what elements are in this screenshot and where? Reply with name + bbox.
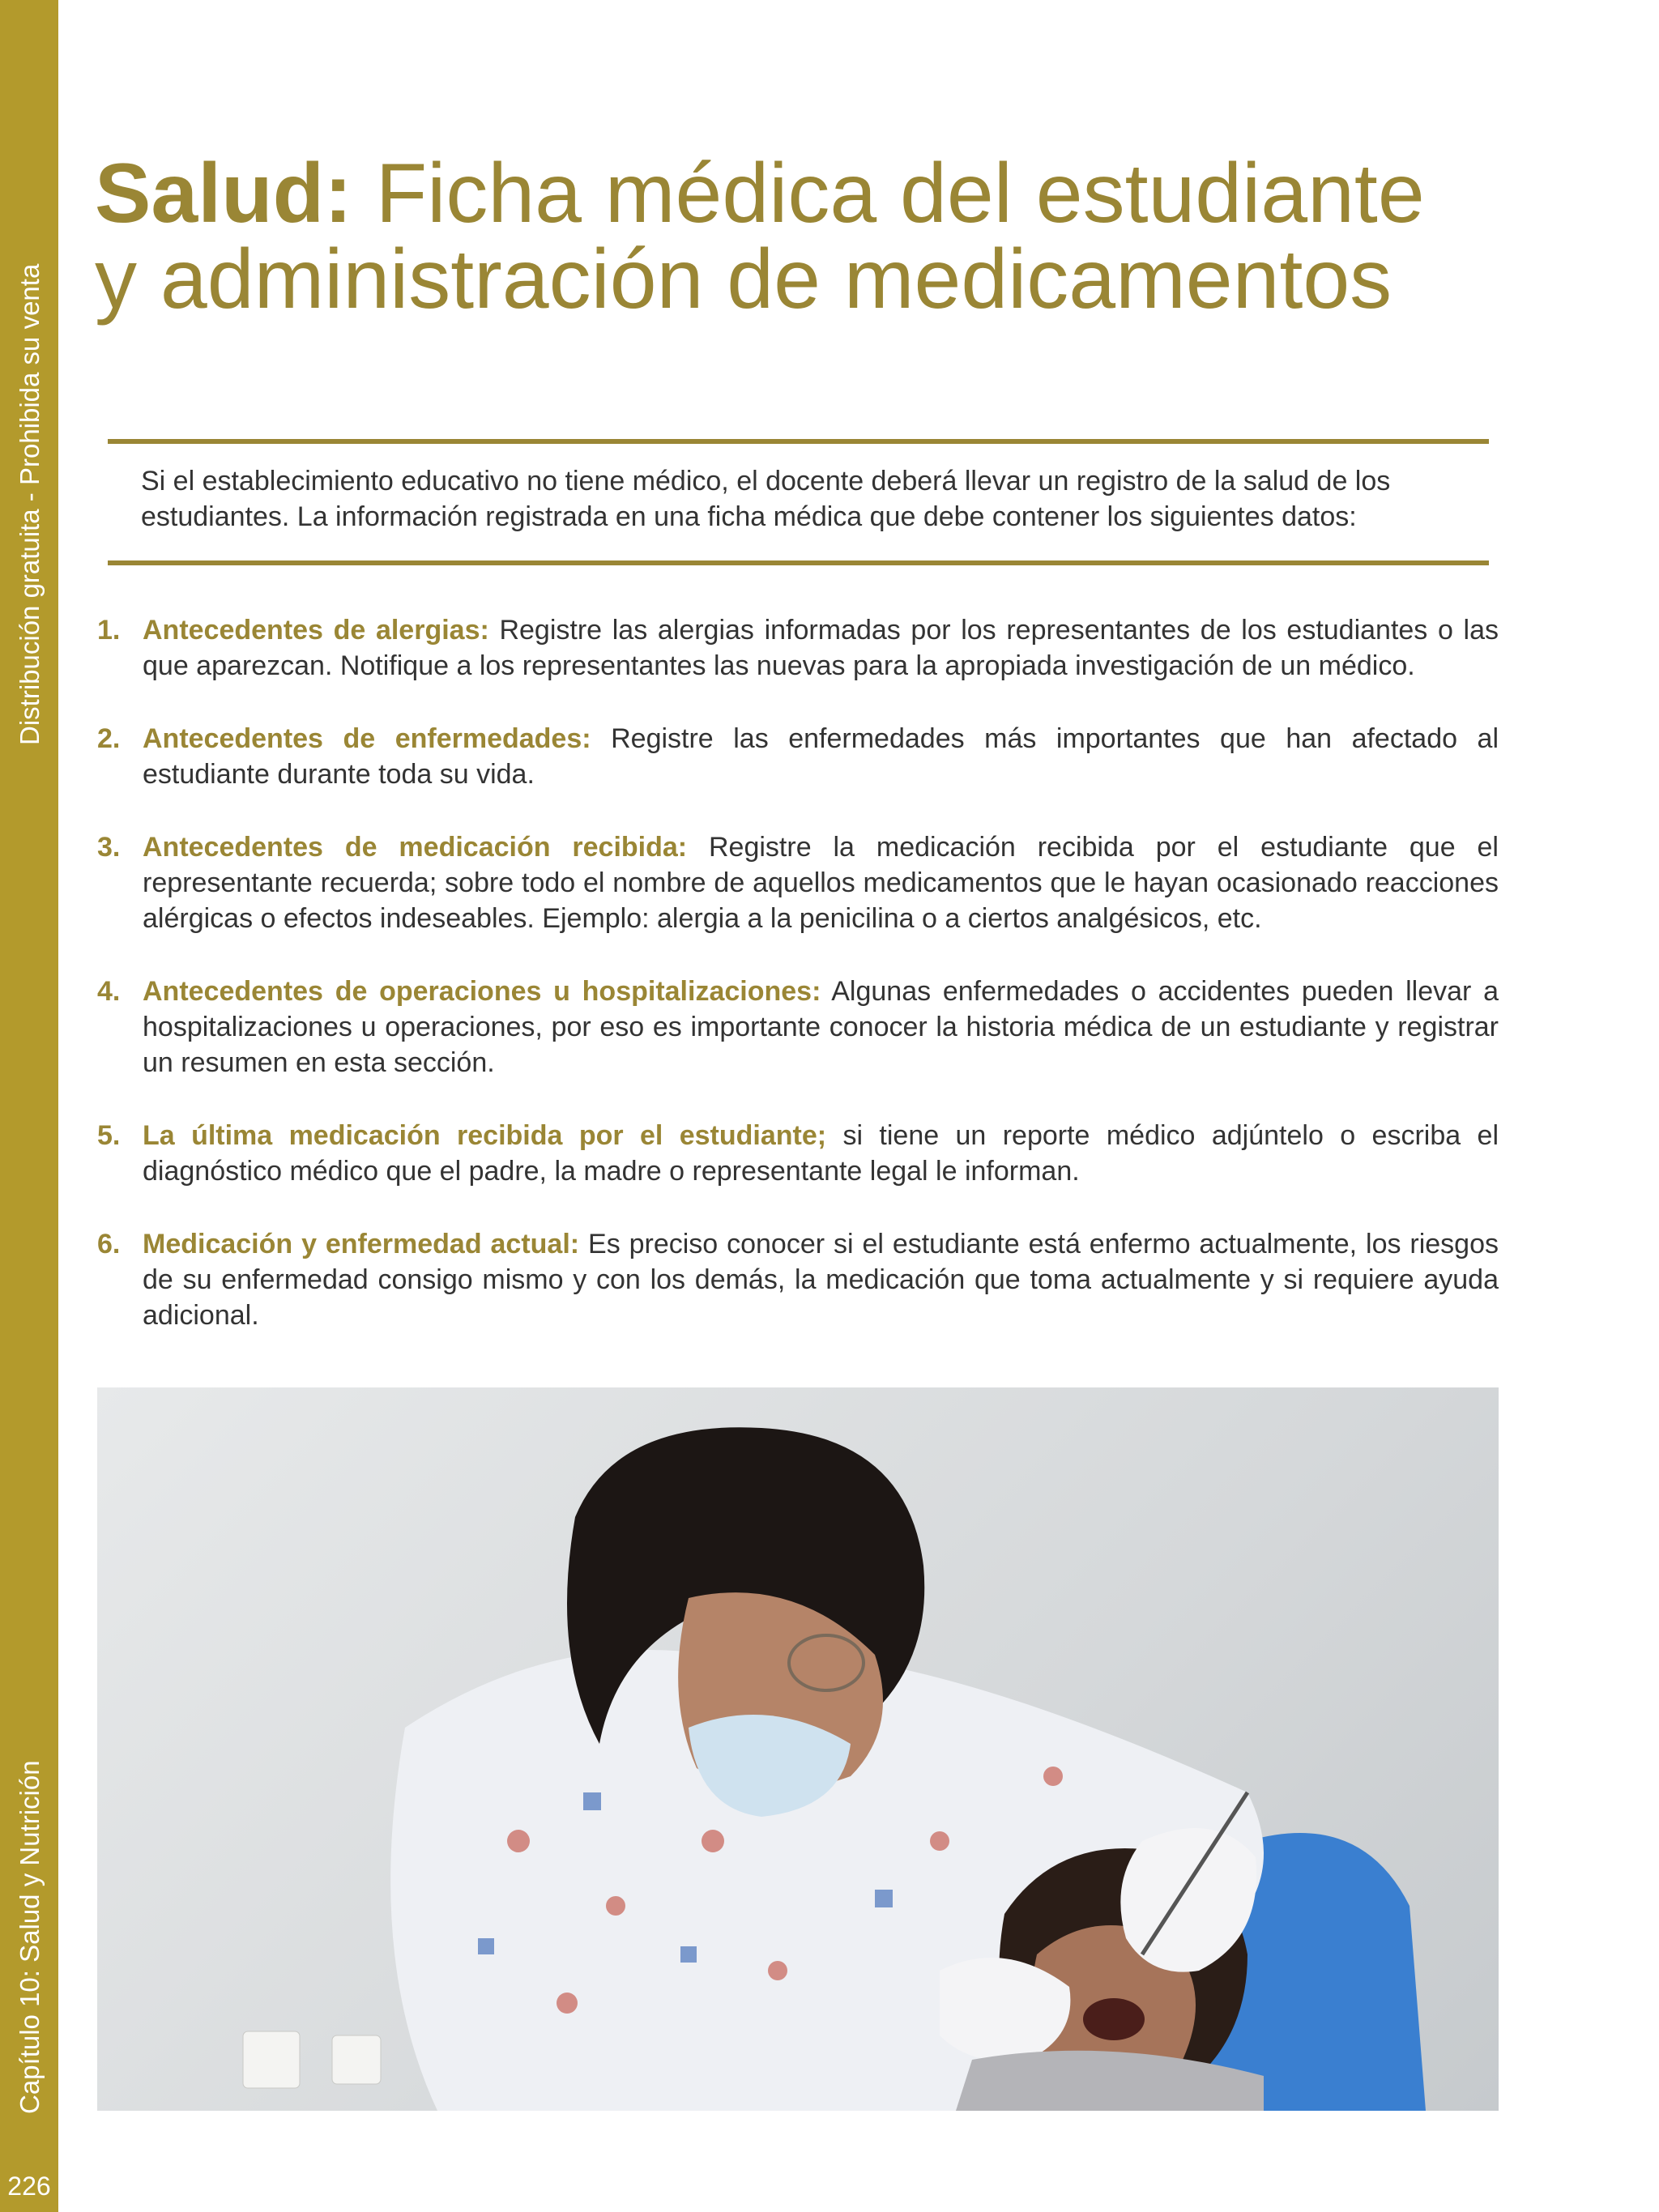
item-heading: Antecedentes de alergias: bbox=[143, 615, 489, 646]
item-heading: Antecedentes de operaciones u hospitalizaciones: bbox=[143, 976, 821, 1007]
item-text: si tiene un reporte médico adjúntelo o escriba el diagnóstico médico que el padre, la madre o representante legal le informan. bbox=[143, 1120, 1499, 1187]
item-text: Algunas enfermedades o accidentes pueden llevar a hospitalizaciones u operaciones, por eso es importante conocer la historia médica de un estudiante y registrar un resumen en esta sección. bbox=[143, 976, 1499, 1078]
divider-top bbox=[108, 439, 1489, 444]
item-number: 2. bbox=[97, 723, 121, 754]
item-text: Registre las alergias informadas por los representantes de los estudiantes o las que aparezcan. Notifique a los representantes las nuevas para la apropiada investigación de un médico. bbox=[143, 615, 1499, 681]
dentist-photo bbox=[97, 1387, 1499, 2111]
title-rest: Ficha médica del estudiante y administración de medicamentos bbox=[95, 147, 1425, 326]
item-text: Es preciso conocer si el estudiante está enfermo actualmente, los riesgos de su enfermedad consigo mismo y con los demás, la medicación que toma actualmente y si requiere ayuda adicional. bbox=[143, 1229, 1499, 1331]
page-title bbox=[95, 147, 1472, 326]
wall-outlet bbox=[332, 2035, 381, 2084]
list-item bbox=[97, 974, 1499, 1080]
item-text: Registre la medicación recibida por el estudiante que el representante recuerda; sobre todo el nombre de aquellos medicamentos que le hayan ocasionado reacciones alérgicas o efectos indeseables. Ejemplo: alergia a la penicilina o a ciertos analgésicos, etc. bbox=[143, 832, 1499, 934]
item-number: 6. bbox=[97, 1229, 121, 1259]
title-bold: Salud: bbox=[95, 147, 352, 241]
photo-illustration bbox=[97, 1387, 1499, 2111]
item-text: Registre las enfermedades más importantes que han afectado al estudiante durante toda su vida. bbox=[143, 723, 1499, 790]
item-heading: Antecedentes de medicación recibida: bbox=[143, 832, 688, 863]
data-list bbox=[97, 612, 1499, 1370]
list-item bbox=[97, 1118, 1499, 1189]
item-heading: Medicación y enfermedad actual: bbox=[143, 1229, 580, 1259]
sidebar-distribution-label: Distribución gratuita - Prohibida su venta bbox=[15, 263, 45, 745]
list-item bbox=[97, 721, 1499, 792]
intro-paragraph: Si el establecimiento educativo no tiene médico, el docente deberá llevar un registro de la salud de los estudiantes. La información registrada en una ficha médica que debe contener los siguientes datos: bbox=[141, 466, 1391, 532]
list-item bbox=[97, 1226, 1499, 1333]
list-item bbox=[97, 612, 1499, 684]
item-number: 3. bbox=[97, 832, 121, 863]
wall-outlet bbox=[243, 2031, 300, 2088]
divider-bottom bbox=[108, 560, 1489, 565]
child-mouth bbox=[1083, 1998, 1145, 2040]
item-number: 5. bbox=[97, 1120, 121, 1151]
item-heading: Antecedentes de enfermedades: bbox=[143, 723, 591, 754]
item-number: 1. bbox=[97, 615, 121, 646]
list-item bbox=[97, 829, 1499, 936]
sidebar-chapter-label: Capítulo 10: Salud y Nutrición bbox=[15, 1760, 45, 2114]
item-heading: La última medicación recibida por el estudiante; bbox=[143, 1120, 827, 1151]
page-number: 226 bbox=[0, 2161, 58, 2212]
item-number: 4. bbox=[97, 976, 121, 1007]
